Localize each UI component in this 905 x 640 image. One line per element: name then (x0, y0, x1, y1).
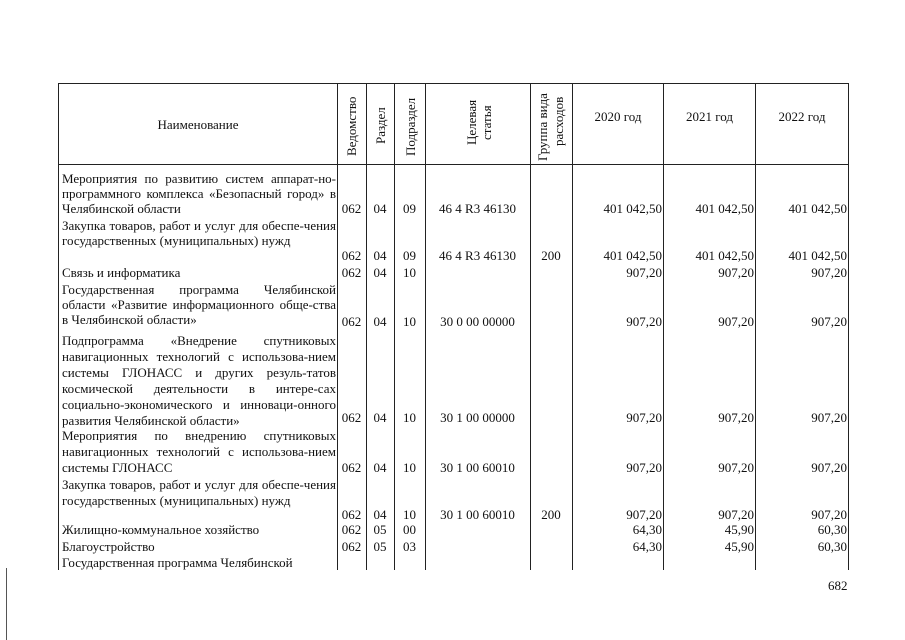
row-8-raz: 05 (373, 539, 387, 554)
row-6-pod: 10 (403, 507, 416, 522)
row-6-name: Закупка товаров, работ и услуг для обеспе-чения государственных (муниципальных) нужд (62, 477, 336, 508)
header-vedomstvo: Ведомство (344, 96, 359, 156)
row-4-2020: 907,20 (626, 410, 662, 425)
row-7-2022: 60,30 (817, 522, 847, 537)
row-0-2020: 401 042,50 (603, 201, 662, 216)
row-4-cel: 30 1 00 00000 (440, 410, 515, 425)
row-5-name: Мероприятия по внедрению спутниковых навигационных технологий с использова-нием системы ГЛОНАСС (62, 428, 336, 475)
row-4-2021: 907,20 (718, 410, 754, 425)
row-8-name: Благоустройство (62, 539, 155, 554)
row-2-name: Связь и информатика (62, 265, 181, 280)
row-0-name: Мероприятия по развитию систем аппарат-но-программного комплекса «Безопасный город» в Челябинской области (62, 171, 336, 216)
row-1-cel: 46 4 R3 46130 (439, 248, 516, 263)
row-2-2020: 907,20 (626, 265, 662, 280)
header-podrazdel: Подраздел (403, 97, 418, 156)
row-0-pod: 09 (403, 201, 416, 216)
row-7-2021: 45,90 (724, 522, 754, 537)
row-1-pod: 09 (403, 248, 416, 263)
row-6-grp: 200 (541, 507, 561, 522)
row-4-2022: 907,20 (811, 410, 847, 425)
row-9-name: Государственная программа Челябинской (62, 555, 293, 570)
row-1-ved: 062 (341, 248, 362, 263)
row-3-ved: 062 (341, 314, 362, 329)
row-4-pod: 10 (403, 410, 416, 425)
row-1-2021: 401 042,50 (695, 248, 754, 263)
row-0-2022: 401 042,50 (788, 201, 847, 216)
row-5-2020: 907,20 (626, 460, 662, 475)
row-3-raz: 04 (373, 314, 387, 329)
page-number: 682 (828, 578, 848, 593)
row-0-2021: 401 042,50 (695, 201, 754, 216)
row-0-cel: 46 4 R3 46130 (439, 201, 516, 216)
row-2-2022: 907,20 (811, 265, 847, 280)
row-7-pod: 00 (403, 522, 416, 537)
row-8-pod: 03 (403, 539, 416, 554)
row-5-2021: 907,20 (718, 460, 754, 475)
header-gruppa-1: Группа вида (535, 93, 550, 161)
header-gruppa-2: расходов (551, 96, 566, 146)
row-3-2020: 907,20 (626, 314, 662, 329)
header-celevaya-2: статья (479, 105, 494, 140)
row-4-ved: 062 (341, 410, 362, 425)
row-6-2021: 907,20 (718, 507, 754, 522)
row-3-name: Государственная программа Челябинской области «Развитие информационного обще-ства в Челябинской области» (62, 282, 336, 327)
row-2-raz: 04 (373, 265, 387, 280)
header-celevaya-1: Целевая (464, 99, 479, 145)
row-8-2020: 64,30 (632, 539, 662, 554)
row-7-raz: 05 (373, 522, 387, 537)
scan-edge-mark (6, 568, 7, 640)
row-7-2020: 64,30 (632, 522, 662, 537)
row-3-2022: 907,20 (811, 314, 847, 329)
row-8-2021: 45,90 (724, 539, 754, 554)
row-6-raz: 04 (373, 507, 387, 522)
row-3-2021: 907,20 (718, 314, 754, 329)
row-1-2022: 401 042,50 (788, 248, 847, 263)
row-6-2022: 907,20 (811, 507, 847, 522)
col-border-cel (530, 83, 531, 570)
row-4-name: Подпрограмма «Внедрение спутниковых навигационных технологий с использова-нием системы ГЛОНАСС и других резуль-татов космической деятельности в интере-сах социально-экономического и инноваци-онного развития Челябинской области» (62, 333, 336, 428)
table-top-border (58, 83, 848, 84)
row-1-2020: 401 042,50 (603, 248, 662, 263)
row-4-raz: 04 (373, 410, 387, 425)
row-8-ved: 062 (341, 539, 362, 554)
row-1-grp: 200 (541, 248, 561, 263)
row-0-ved: 062 (341, 201, 362, 216)
col-border-left (58, 83, 59, 570)
row-1-raz: 04 (373, 248, 387, 263)
header-2020: 2020 год (594, 109, 642, 124)
header-2022: 2022 год (778, 109, 826, 124)
row-6-ved: 062 (341, 507, 362, 522)
row-5-cel: 30 1 00 60010 (440, 460, 515, 475)
row-6-cel: 30 1 00 60010 (440, 507, 515, 522)
row-5-pod: 10 (403, 460, 416, 475)
header-2021: 2021 год (686, 109, 733, 124)
col-border-right (848, 83, 849, 570)
row-5-raz: 04 (373, 460, 387, 475)
row-0-raz: 04 (373, 201, 387, 216)
header-razdel: Раздел (373, 107, 388, 144)
row-7-ved: 062 (341, 522, 362, 537)
row-5-ved: 062 (341, 460, 362, 475)
row-8-2022: 60,30 (817, 539, 847, 554)
row-2-ved: 062 (341, 265, 362, 280)
row-7-name: Жилищно-коммунальное хозяйство (62, 522, 260, 537)
row-6-2020: 907,20 (626, 507, 662, 522)
header-bottom-border (58, 164, 848, 165)
row-5-2022: 907,20 (811, 460, 847, 475)
row-2-pod: 10 (403, 265, 416, 280)
row-3-cel: 30 0 00 00000 (440, 314, 515, 329)
row-2-2021: 907,20 (718, 265, 754, 280)
row-1-name: Закупка товаров, работ и услуг для обеспе-чения государственных (муниципальных) нужд (62, 218, 336, 248)
row-3-pod: 10 (403, 314, 416, 329)
header-name: Наименование (157, 117, 239, 132)
